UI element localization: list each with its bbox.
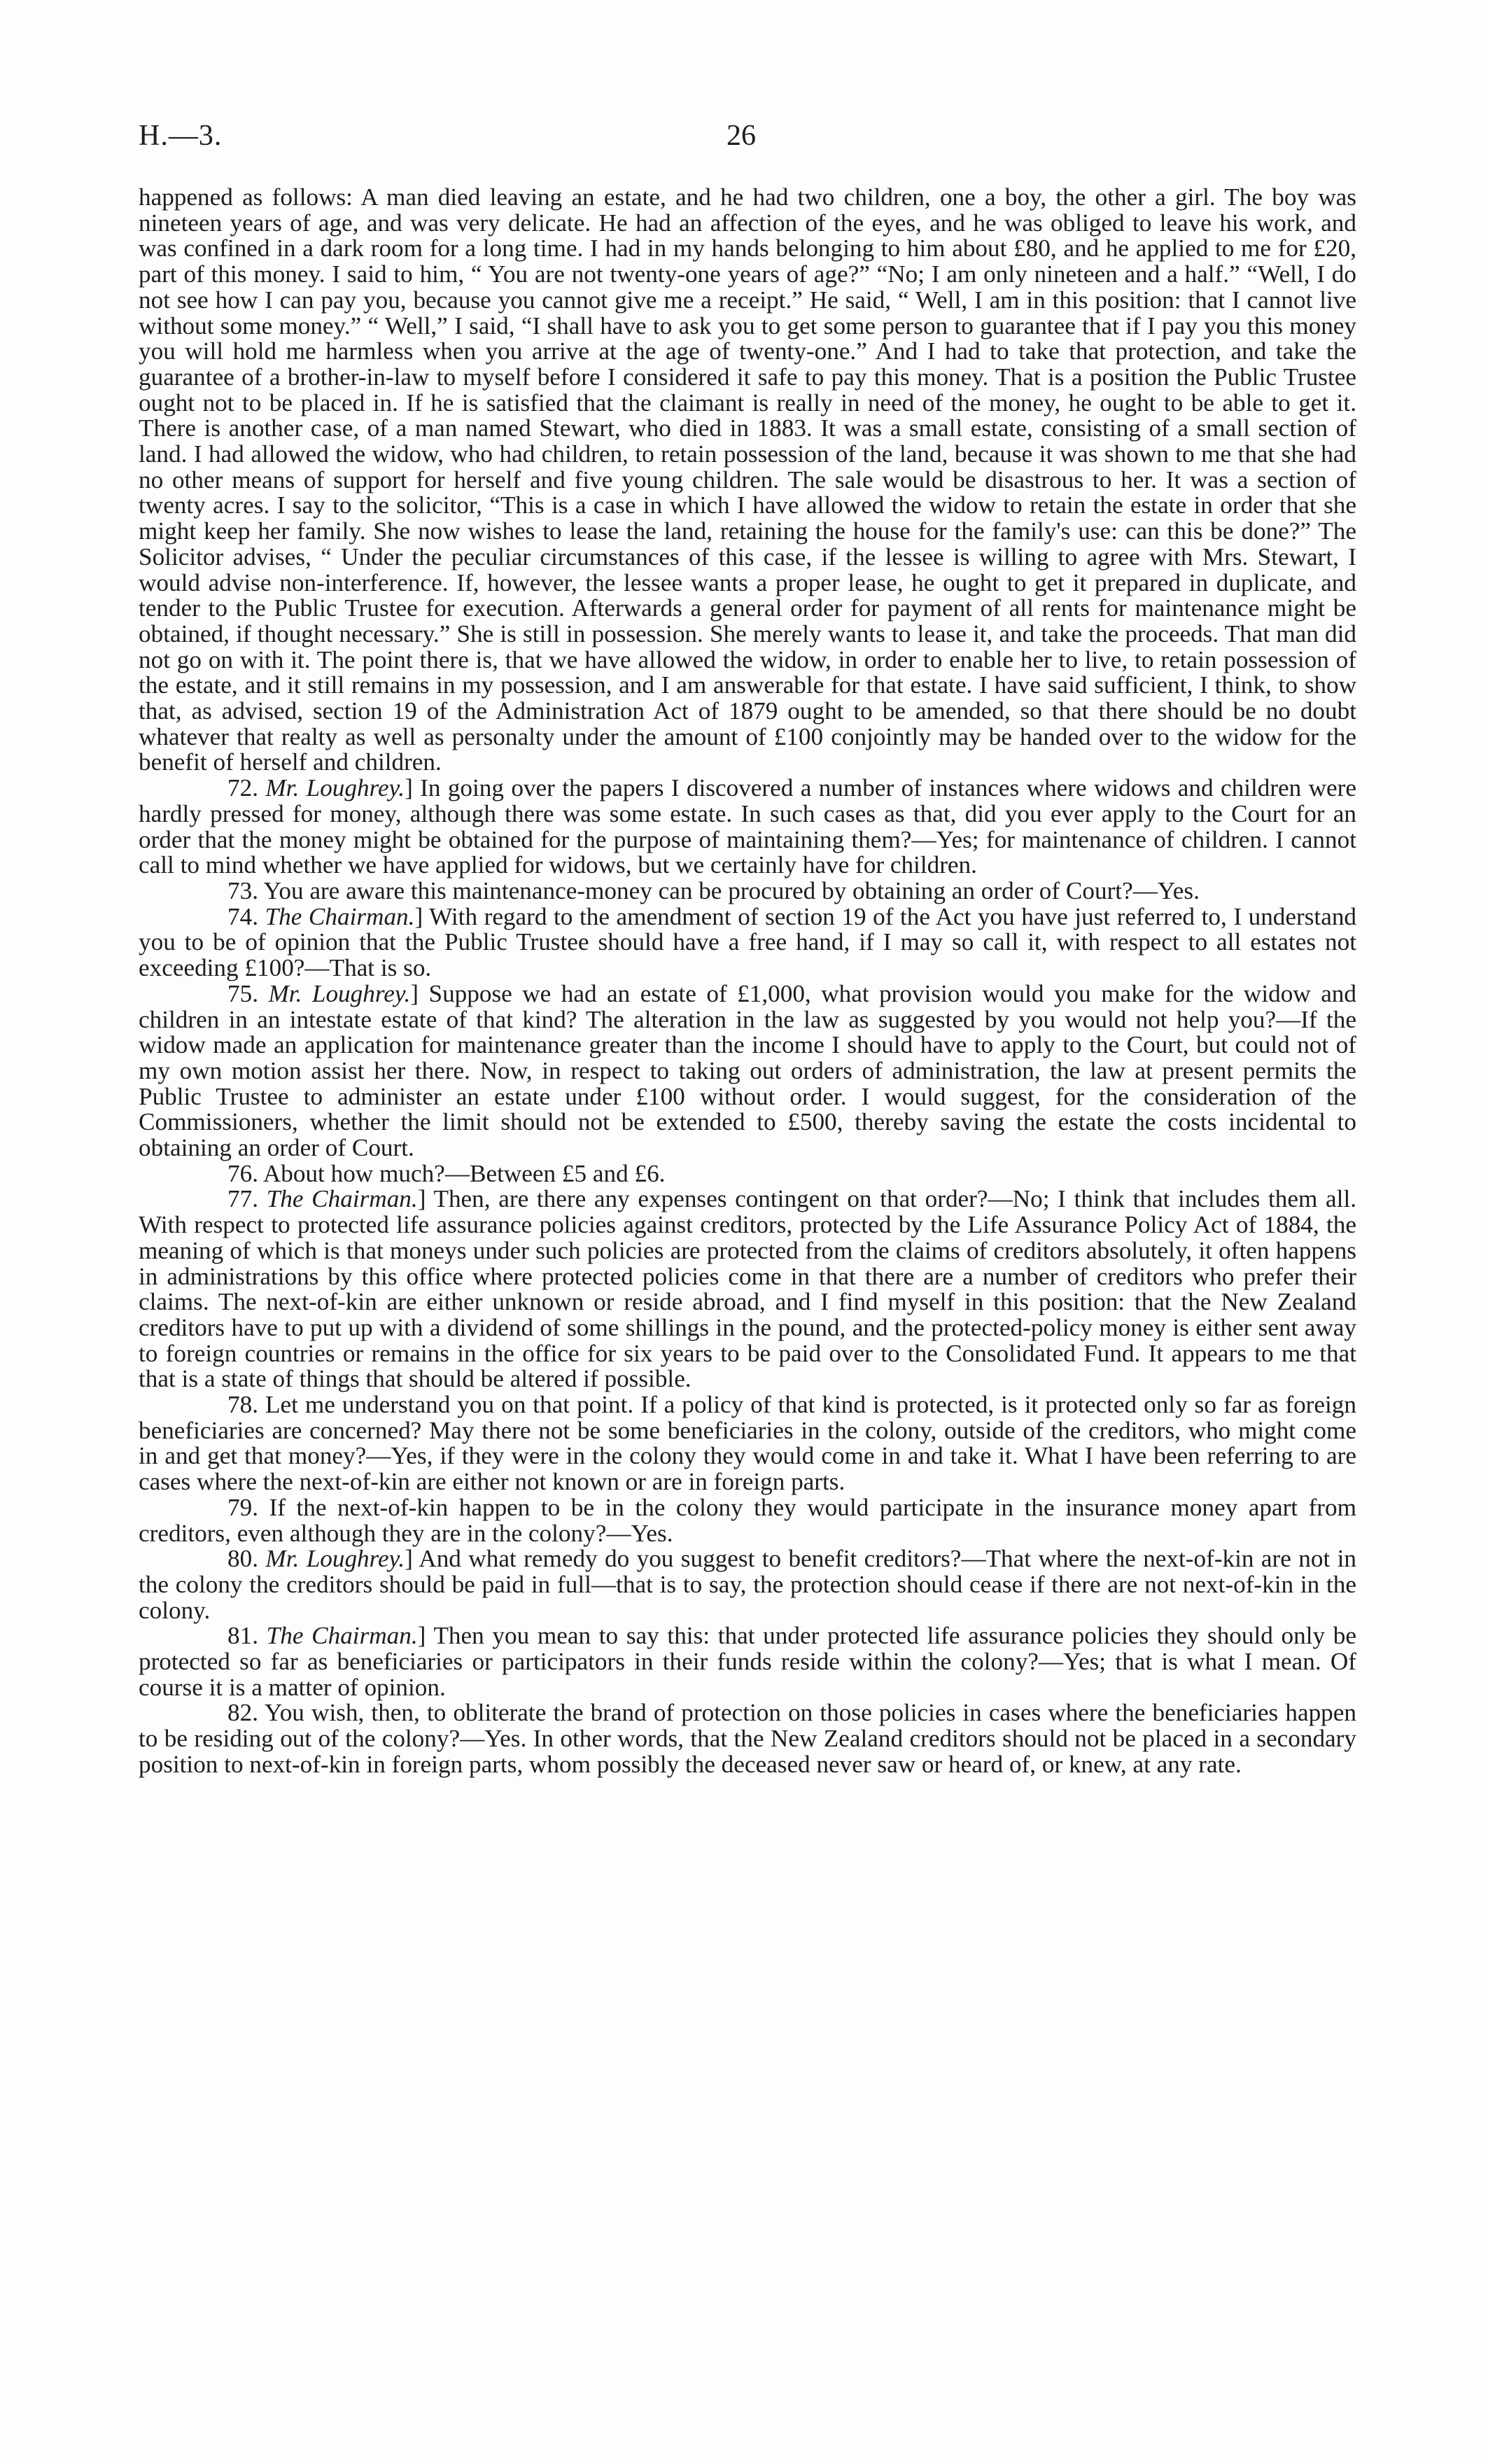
speaker-name: The Chairman.: [266, 1622, 418, 1650]
question-number: 74.: [227, 902, 265, 930]
paragraph-text: happened as follows: A man died leaving an estate, and he had two children, one a boy, the other a girl. The boy was nineteen years of age, and was very delicate. He had an affection of the eyes, and he was obliged to leave his work, and was confined in a dark room for a long time. I had in my hands belonging to him about £80, and he applied to me for £20, part of this money. I said to him, “ You are not twenty-one years of age?” “No; I am only nineteen and a half.” “Well, I do not see how I can pay you, because you cannot give me a receipt.” He said, “ Well, I am in this position: that I cannot live without some money.” “ Well,” I said, “I shall have to ask you to get some person to guarantee that if I pay you this money you will hold me harmless when you arrive at the age of twenty-one.” And I had to take that protection, and take the guarantee of a brother-in-law to myself before I considered it safe to pay this money. That is a position the Public Trustee ought not to be placed in. If he is satisfied that the claimant is really in need of the money, he ought to be able to get it. There is another case, of a man named Stewart, who died in 1883. It was a small estate, consisting of a small section of land. I had allowed the widow, who had children, to retain possession of the land, because it was shown to me that she had no other means of support for herself and five young children. The sale would be disastrous to her. It was a section of twenty acres. I say to the solicitor, “This is a case in which I have allowed the widow to retain the estate in order that she might keep her family. She now wishes to lease the land, retaining the house for the family's use: can this be done?” The Solicitor advises, “ Under the peculiar circumstances of this case, if the lessee is willing to agree with Mrs. Stewart, I would advise non-interference. If, however, the lessee wants a proper lease, he ought to get it prepared in duplicate, and tender to the Public Trustee for execution. Afterwards a general order for payment of all rents for maintenance might be obtained, if thought necessary.” She is still in possession. She merely wants to lease it, and take the proceeds. That man did not go on with it. The point there is, that we have allowed the widow, in order to enable her to live, to retain possession of the estate, and it still remains in my possession, and I am answerable for that estate. I have said sufficient, I think, to show that, as advised, section 19 of the Administration Act of 1879 ought to be amended, so that there should be no doubt whatever that realty as well as personalty under the amount of £100 conjointly may be handed over to the widow for the benefit of herself and children.: [139, 183, 1356, 776]
speaker-name: Mr. Loughrey.: [265, 774, 405, 802]
paragraph-text: ] With regard to the amendment of section 19 of the Act you have just referred to, I understand you to be of opinion that the Public Trustee should have a free hand, if I may so call it, with respect to all estates not exceeding £100?—That is so.: [139, 902, 1357, 982]
paragraph-q80: [139, 1546, 1356, 1623]
paragraph-q79: [139, 1495, 1356, 1546]
paragraph-text: 79. If the next-of-kin happen to be in the colony they would participate in the insurance money apart from creditors, even although they are in the colony?—Yes.: [139, 1493, 1356, 1547]
question-number: 77.: [227, 1185, 267, 1213]
paragraph-text: ] And what remedy do you suggest to benefit creditors?—That where the next-of-kin are not in the colony the creditors should be paid in full—that is to say, the protection should cease if there are not next-of-kin in the colony.: [139, 1545, 1357, 1624]
speaker-name: Mr. Loughrey.: [265, 1545, 405, 1573]
question-number: 72.: [227, 774, 266, 802]
question-number: 81.: [227, 1622, 267, 1650]
paragraph-q75: [139, 981, 1356, 1161]
paragraph-q76: [139, 1161, 1356, 1187]
body-text: [139, 185, 1356, 1778]
paragraph-q73: [139, 878, 1356, 904]
speaker-name: The Chairman.: [266, 1185, 418, 1213]
paragraph-q78: [139, 1392, 1356, 1495]
paragraph-q82: [139, 1700, 1356, 1777]
speaker-name: The Chairman.: [265, 902, 415, 930]
paragraph-q81: [139, 1623, 1356, 1700]
paragraph-text: 82. You wish, then, to obliterate the brand of protection on those policies in cases where the beneficiaries happen to be residing out of the colony?—Yes. In other words, that the New Zealand creditors should not be placed in a secondary position to next-of-kin in foreign parts, whom possibly the deceased never saw or heard of, or knew, at any rate.: [139, 1699, 1356, 1778]
page-number: 26: [727, 120, 756, 152]
paragraph-text: 78. Let me understand you on that point. If a policy of that kind is protected, is it protected only so far as foreign beneficiaries are concerned? May there not be some beneficiaries in the colony, outside of the creditors, who might come in and get that money?—Yes, if they were in the colony they would come in and take it. What I have been referring to are cases where the next-of-kin are either not known or are in foreign parts.: [139, 1391, 1356, 1496]
document-code: H.—3.: [139, 120, 223, 152]
question-number: 75.: [227, 979, 269, 1007]
paragraph-continuation: [139, 185, 1356, 776]
paragraph-text: ] In going over the papers I discovered a number of instances where widows and children were hardly pressed for money, although there was some estate. In such cases as that, did you ever apply to the Court for an order that the money might be obtained for the purpose of maintaining them?—Yes; for maintenance of children. I cannot call to mind whether we have applied for widows, but we certainly have for children.: [139, 774, 1357, 879]
paragraph-q77: [139, 1186, 1356, 1392]
paragraph-text: 76. About how much?—Between £5 and £6.: [227, 1159, 666, 1187]
speaker-name: Mr. Loughrey.: [268, 979, 411, 1007]
page-header: [139, 119, 1356, 161]
paragraph-text: ] Then, are there any expenses contingent on that order?—No; I think that includes them all. With respect to protected life assurance policies against creditors, protected by the Life Assurance Policy Act of 1884, the meaning of which is that moneys under such policies are protected from the claims of creditors absolutely, it often happens in administrations by this office where protected policies come in that there are a number of creditors who prefer their claims. The next-of-kin are either unknown or reside abroad, and I find myself in this position: that the New Zealand creditors have to put up with a dividend of some shillings in the pound, and the protected-policy money is either sent away to foreign countries or remains in the office for six years to be paid over to the Consolidated Fund. It appears to me that that is a state of things that should be altered if possible.: [139, 1185, 1357, 1393]
question-number: 80.: [227, 1545, 266, 1573]
paragraph-text: ] Then you mean to say this: that under protected life assurance policies they should only be protected so far as beneficiaries or participators in their funds reside within the colony?—Yes; that is what I mean. Of course it is a matter of opinion.: [139, 1622, 1356, 1701]
paragraph-text: 73. You are aware this maintenance-money can be procured by obtaining an order of Court?—Yes.: [227, 876, 1200, 904]
paragraph-text: ] Suppose we had an estate of £1,000, what provision would you make for the widow and children in an intestate estate of that kind? The alteration in the law as suggested by you would not help you?—If the widow made an application for maintenance greater than the income I should have to apply to the Court, but could not of my own motion assist her there. Now, in respect to taking out orders of administration, the law at present permits the Public Trustee to administer an estate under £100 without order. I would suggest, for the consideration of the Commissioners, whether the limit should not be extended to £500, thereby saving the estate the costs incidental to obtaining an order of Court.: [139, 979, 1356, 1162]
paragraph-q72: [139, 776, 1356, 878]
paragraph-q74: [139, 904, 1356, 981]
